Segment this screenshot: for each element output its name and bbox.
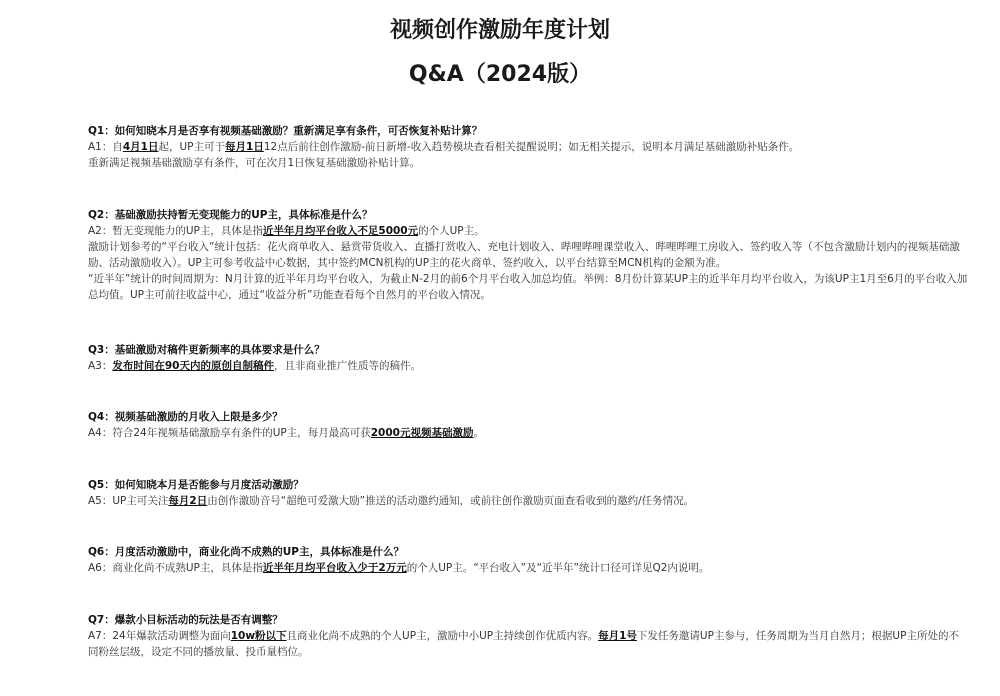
answer-q7: A7：24年爆款活动调整为面向10w粉以下且商业化尚不成熟的个人UP主，激励中小UP主持续创作优质内容。每月1号下发任务邀请UP主参与，任务周期为当月自然月；根据UP主所处的不同粉丝层级，设定不同的播放量、投币量档位。: [88, 630, 959, 658]
answer-highlight: 10w粉以下: [230, 630, 287, 642]
document-subtitle: Q&A（2024版）: [408, 62, 592, 87]
question-q4: Q4：视频基础激励的月收入上限是多少？: [88, 411, 283, 423]
answer-highlight: 近半年月均平台收入少于2万元: [262, 562, 407, 574]
qa-block-q5: [88, 477, 968, 509]
answer-q2-para2: 激励计划参考的“平台收入”统计包括：花火商单收入、悬赏带货收入、直播打赏收入、充电计划收入、哔哩哔哩课堂收入、哔哩哔哩工房收入、签约收入等（不包含激励计划内的视频基础激励、活动激励收入）。UP主可参考收益中心数据，其中签约MCN机构的UP主的花火商单、签约收入，以平台结算至MCN机构的金额为准。: [88, 241, 960, 269]
question-q3: Q3：基础激励对稿件更新频率的具体要求是什么？: [88, 344, 325, 356]
answer-q2-para1: A2：暂无变现能力的UP主，具体是指近半年月均平台收入不足5000元的个人UP主。: [88, 225, 485, 237]
answer-q4: A4：符合24年视频基础激励享有条件的UP主，每月最高可获2000元视频基础激励。: [88, 427, 484, 439]
question-q6: Q6：月度活动激励中，商业化尚不成熟的UP主，具体标准是什么？: [88, 546, 404, 558]
answer-q3: A3：发布时间在90天内的原创自制稿件，且非商业推广性质等的稿件。: [88, 360, 421, 372]
qa-block-q1: [88, 123, 968, 171]
answer-q2-para3: “近半年”统计的时间周期为：N月计算的近半年月均平台收入，为截止N-2月的前6个月平台收入加总均值。举例：8月份计算某UP主的近半年月均平台收入，为该UP主1月至6月的平台收入加总均值。UP主可前往收益中心，通过“收益分析”功能查看每个自然月的平台收入情况。: [88, 273, 968, 301]
question-q5: Q5：如何知晓本月是否能参与月度活动激励？: [88, 479, 304, 491]
answer-q1-para1: A1：自4月1日起，UP主可于每月1日12点后前往创作激励-前日新增-收入趋势模块查看相关提醒说明；如无相关提示，说明本月满足基础激励补贴条件。: [88, 141, 800, 153]
document-title: 视频创作激励年度计划: [389, 18, 610, 43]
answer-highlight: 发布时间在90天内的原创自制稿件: [112, 360, 274, 372]
qa-block-q6: [88, 544, 968, 576]
qa-block-q7: [88, 612, 968, 660]
qa-block-q3: [88, 342, 968, 374]
answer-highlight: 4月1日: [122, 141, 159, 153]
qa-block-q2: [88, 207, 968, 303]
answer-highlight: 每月1号: [598, 630, 637, 642]
answer-q6: A6：商业化尚不成熟UP主，具体是指近半年月均平台收入少于2万元的个人UP主。“平台收入”及“近半年”统计口径可详见Q2内说明。: [88, 562, 710, 574]
question-q7: Q7：爆款小目标活动的玩法是否有调整？: [88, 614, 283, 626]
question-q2: Q2：基础激励扶持暂无变现能力的UP主，具体标准是什么？: [88, 209, 373, 221]
answer-q5: A5：UP主可关注每月2日由创作激励音号“超绝可爱激大励”推送的活动邀约通知，或前往创作激励页面查看收到的邀约/任务情况。: [88, 495, 695, 507]
qa-block-q4: [88, 409, 968, 441]
answer-highlight: 2000元视频基础激励: [370, 427, 474, 439]
answer-highlight: 近半年月均平台收入不足5000元: [262, 225, 419, 237]
answer-q1-para2: 重新满足视频基础激励享有条件，可在次月1日恢复基础激励补贴计算。: [88, 157, 421, 169]
answer-highlight: 每月2日: [168, 495, 208, 507]
answer-highlight: 每月1日: [225, 141, 264, 153]
question-q1: Q1：如何知晓本月是否享有视频基础激励？重新满足享有条件，可否恢复补贴计算？: [88, 125, 483, 137]
